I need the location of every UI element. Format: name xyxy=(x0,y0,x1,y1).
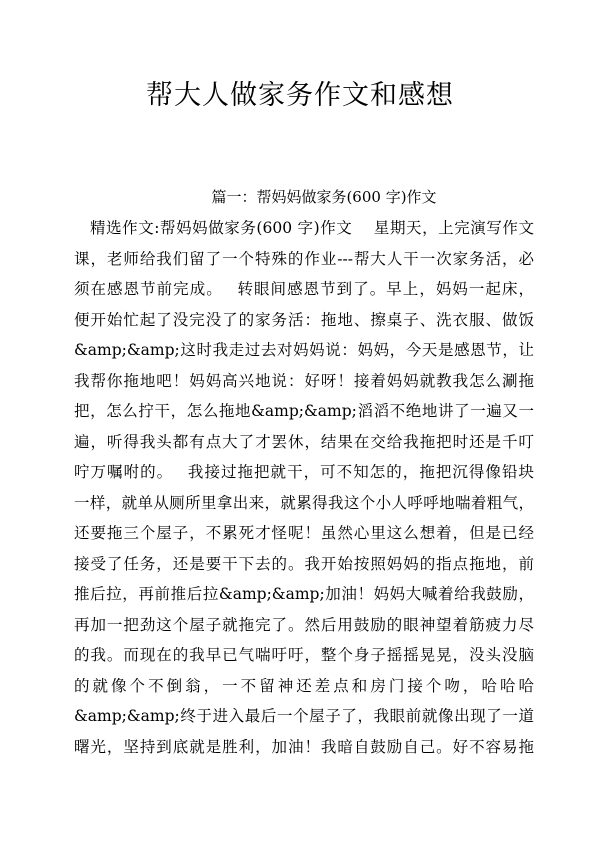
body-line: 再加一把劲这个屋子就拖完了。然后用鼓励的眼神望着筋疲力尽 xyxy=(74,615,534,634)
section-heading: 篇一：帮妈妈做家务(600 字)作文 xyxy=(211,188,437,206)
body-line: 一样，就单从厕所里拿出来，就累得我这个小人呼呼地喘着粗气， xyxy=(74,493,534,512)
body-line: 的就像个不倒翁，一不留神还差点和房门接个吻，哈哈哈 xyxy=(74,676,534,695)
body-line: 遍，听得我头都有点大了才罢休，结果在交给我拖把时还是千叮 xyxy=(74,432,534,451)
body-line: 便开始忙起了没完没了的家务活：拖地、擦桌子、洗衣服、做饭 xyxy=(74,310,534,329)
body-line: &amp;&amp;这时我走过去对妈妈说：妈妈，今天是感恩节，让 xyxy=(74,341,534,359)
body-line: &amp;&amp;终于进入最后一个屋子了，我眼前就像出现了一道 xyxy=(74,707,534,725)
body-line: 把，怎么拧干，怎么拖地&amp;&amp;滔滔不绝地讲了一遍又一 xyxy=(74,402,534,420)
body-line: 推后拉，再前推后拉&amp;&amp;加油！妈妈大喊着给我鼓励， xyxy=(74,585,534,603)
document-title: 帮大人做家务作文和感想 xyxy=(146,80,454,111)
body-line: 课，老师给我们留了一个特殊的作业---帮大人干一次家务活，必 xyxy=(74,249,534,268)
body-line: 还要拖三个屋子，不累死才怪呢！虽然心里这么想着，但是已经 xyxy=(74,524,534,542)
body-line: 须在感恩节前完成。 转眼间感恩节到了。早上，妈妈一起床， xyxy=(74,280,534,298)
body-line: 的我。而现在的我早已气喘吁吁，整个身子摇摇晃晃，没头没脑 xyxy=(74,646,534,664)
body-line: 咛万嘱咐的。 我接过拖把就干，可不知怎的，拖把沉得像铅块 xyxy=(74,463,534,481)
body-line: 我帮你拖地吧！妈妈高兴地说：好呀！接着妈妈就教我怎么涮拖 xyxy=(74,371,534,390)
body-text xyxy=(74,213,534,762)
body-line: 精选作文:帮妈妈做家务(600 字)作文 星期天，上完演写作文 xyxy=(90,219,534,237)
body-line: 接受了任务，还是要干下去的。我开始按照妈妈的指点拖地，前 xyxy=(74,554,534,573)
body-line: 曙光，坚持到底就是胜利，加油！我暗自鼓励自己。好不容易拖 xyxy=(74,737,534,756)
